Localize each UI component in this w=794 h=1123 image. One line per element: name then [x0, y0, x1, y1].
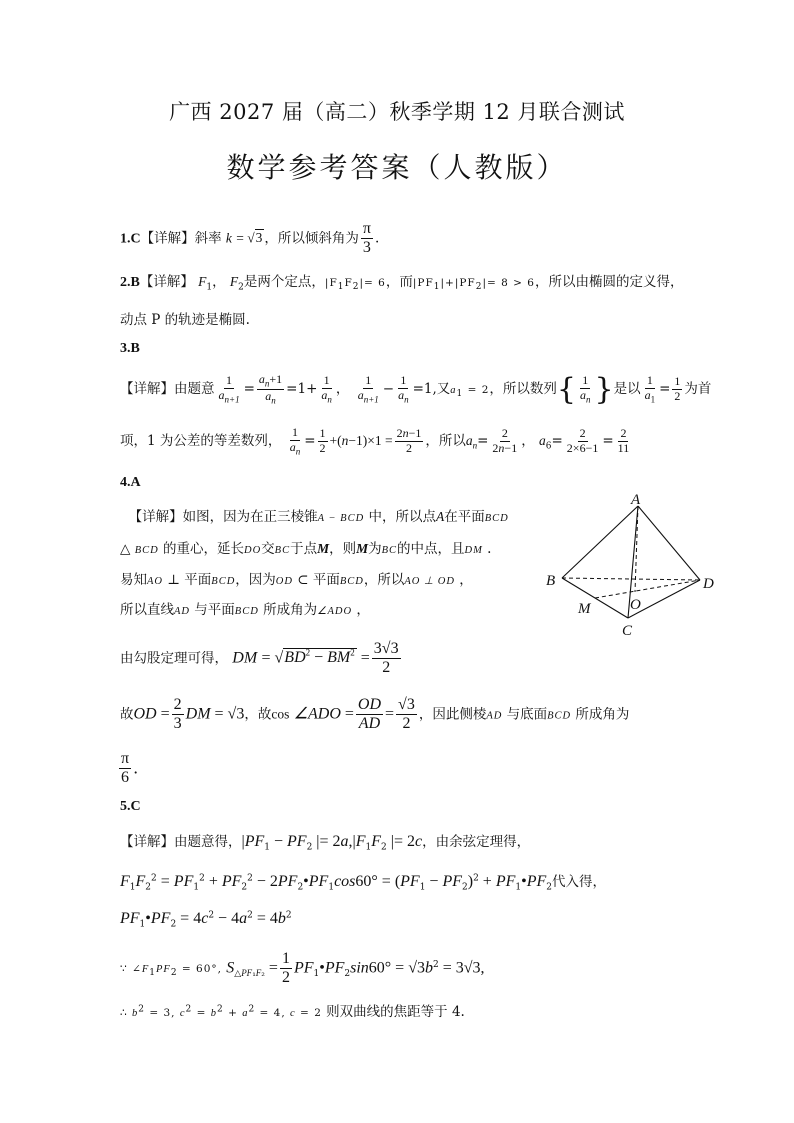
q4-line-1: 【详解】如图，因为在正三棱锥A − BCD 中，所以点A在平面BCD	[128, 509, 509, 525]
q1-line: 1.C【详解】斜率 k = √3 ，所以倾斜角为 $\frac{\pi}{3}$ .	[120, 220, 380, 257]
q2-number: 2.B	[120, 275, 140, 290]
q3-number: 3.B	[120, 341, 140, 356]
q4-line-2: △ BCD 的重心，延长DO交BC于点M，则M为BC的中点，且DM .	[120, 541, 492, 557]
vertex-d-label: D	[703, 576, 714, 592]
q4-line-4: 所以直线AD 与平面BCD 所成角为∠ADO ，	[120, 602, 370, 618]
vertex-c-label: C	[622, 623, 633, 639]
q4-line-6: 故OD = $\frac{2}{3}$ DM = √3，故cos ∠ADO = $\frac{OD}{AD}$ = $\frac{√3}{2}$ ，因此侧棱AD 与底面BCD 所成角为	[120, 696, 630, 733]
q5-line-4: ∵ $\angle F_1PF_2 = 60^\circ$, $S_{\triangle PF_1F_2}$ = $\frac{1}{2}$ $PF_1•PF_2\sin 60^\circ = √3b^2 = 3√3$,	[120, 950, 485, 987]
q4-line-5: 由勾股定理可得， DM = $√BD^2 - BM^2$ = $\frac{3√3}{2}$	[120, 640, 399, 677]
q5-number: 5.C	[120, 799, 141, 814]
q2-line: 2.B【详解】 $F_1$， $F_2$是两个定点，$|F_1F_2|= 6$，而$|PF_1|+|PF_2|= 8 > 6$，所以由椭圆的定义得，	[120, 274, 684, 293]
q2-tag: 【详解】	[139, 274, 194, 290]
q1-tag: 【详解】	[140, 230, 195, 247]
vertex-b-label: B	[546, 573, 556, 589]
q4-line-3: 易知AO ⊥ 平面BCD，因为OD ⊂ 平面BCD，所以AO ⊥ OD ，	[120, 572, 473, 588]
q5-line-5: ∴ $b^2 = 3$, $c^2 = b^2 + a^2 = 4$, c = 2 则双曲线的焦距等于 4.	[120, 1004, 465, 1020]
point-o-label: O	[630, 597, 641, 613]
document-title: 广西 2027 届（高二）秋季学期 12 月联合测试	[169, 100, 625, 124]
q5-line-1: 【详解】由题意得，$|PF_1 - PF_2$ |= $2a,|F_1F_2$ |= 2c，由余弦定理得，	[120, 833, 531, 853]
q4-number: 4.A	[120, 475, 141, 490]
vertex-a-label: A	[631, 492, 641, 508]
document-subtitle: 数学参考答案（人教版）	[226, 151, 568, 184]
q5-line-3: $PF_1•PF_2 = 4c^2 - 4a^2 = 4b^2$	[120, 910, 292, 930]
q3-tag: 【详解】	[120, 381, 174, 397]
q1-number: 1.C	[120, 231, 141, 247]
q5-line-2: $F_1F_2^2 = PF_1^2 + PF_2^2$ − $2PF_2•PF_1\cos 60^\circ = (PF_1 - PF_2)^2$ + $PF_1•PF_2$代入得，	[120, 873, 606, 893]
point-m-label: M	[578, 601, 591, 617]
q2-line-2: 动点 P 的轨迹是椭圆.	[120, 312, 250, 328]
q3-line: 【详解】由题意 $\frac{1}{a_{n+1}}$ = $\frac{a_n+1}{a_n}$ =1+ $\frac{1}{a_n}$ ， $\frac{1}{a_{n+1}}$ − $\frac{1}{a_n}$ =1,又$a_1 = 2$，所以数列{ $\frac{1}{a_n}$ }是以 $\frac{1}{a_1}$ = $\frac{1}{2}$ 为首	[120, 372, 712, 407]
pyramid-figure	[540, 492, 720, 642]
q3-line-2: 项，1 为公差的等差数列， $\frac{1}{a_n}$ = $\frac{1}{2}$ +(n−1)×1 = $\frac{2n-1}{2}$ ，所以$a_n=$ $\frac{2}{2n-1}$ ， $a_6=$ $\frac{2}{2\times 6-1}$ = $\frac{2}{11}$	[120, 425, 630, 457]
q4-answer: $\frac{\pi}{6}$ .	[121, 750, 139, 787]
